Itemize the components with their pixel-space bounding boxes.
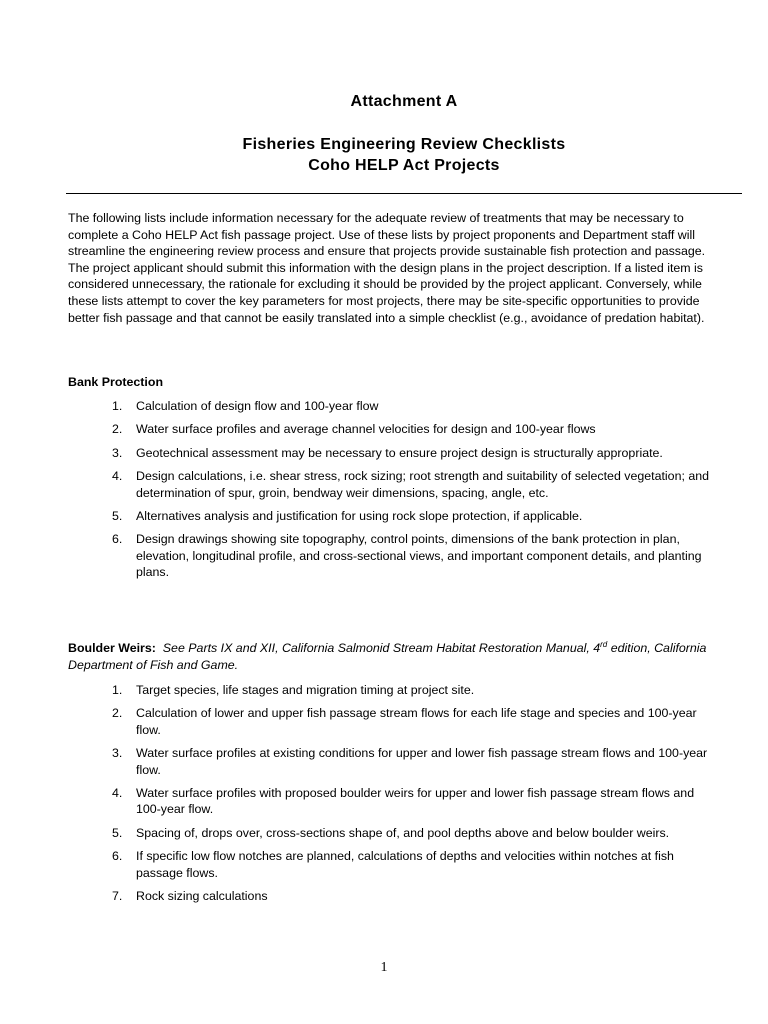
list-item <box>112 508 722 524</box>
document-title-line2: Coho HELP Act Projects <box>308 157 500 174</box>
list-item <box>112 848 722 881</box>
list-item <box>112 705 722 738</box>
list-item-text: Geotechnical assessment may be necessary to ensure project design is structurally appropriate. <box>136 445 663 460</box>
list-item-number: 6. <box>112 532 123 547</box>
list-item <box>112 745 722 778</box>
boulder-weirs-heading <box>68 640 728 673</box>
list-item-text: If specific low flow notches are planned, calculations of depths and velocities within notches at fish passage flows. <box>136 849 674 880</box>
horizontal-rule <box>66 193 742 194</box>
list-item-number: 2. <box>112 706 123 721</box>
boulder-weirs-reference-part2: edition, California Department of Fish and Game. <box>68 641 707 672</box>
list-item-text: Rock sizing calculations <box>136 889 268 904</box>
list-item-number: 3. <box>112 746 123 761</box>
list-item-text: Target species, life stages and migration timing at project site. <box>136 683 475 697</box>
list-item <box>112 468 722 501</box>
list-item-text: Water surface profiles with proposed boulder weirs for upper and lower fish passage stream flows and 100-year flow. <box>136 786 695 817</box>
list-item-text: Spacing of, drops over, cross-sections shape of, and pool depths above and below boulder weirs. <box>136 825 670 840</box>
page-number: 1 <box>380 960 388 975</box>
list-item-text: Water surface profiles and average channel velocities for design and 100-year flows <box>136 422 596 437</box>
list-item-number: 7. <box>112 889 123 904</box>
list-item-number: 1. <box>112 683 123 697</box>
list-item <box>112 785 722 818</box>
list-item <box>112 682 722 698</box>
list-item-number: 3. <box>112 445 123 460</box>
list-item <box>112 888 722 904</box>
list-item-text: Design drawings showing site topography, control points, dimensions of the bank protection in plan, elevation, longitudinal profile, and cross-sectional views, and important component details, and planting plans. <box>136 532 702 580</box>
list-item-text: Alternatives analysis and justification for using rock slope protection, if applicable. <box>136 509 583 524</box>
list-item <box>112 531 722 580</box>
boulder-weirs-reference-part1: See Parts IX and XII, California Salmonid Stream Habitat Restoration Manual, 4 <box>162 641 601 655</box>
boulder-weirs-heading-text: Boulder Weirs: <box>68 641 156 655</box>
list-item <box>112 445 722 461</box>
boulder-weirs-reference <box>68 641 706 672</box>
boulder-weirs-list <box>112 682 722 911</box>
list-item <box>112 825 722 841</box>
list-item-number: 1. <box>112 399 123 413</box>
list-item <box>112 421 722 437</box>
list-item-number: 5. <box>112 825 123 840</box>
list-item-text: Calculation of design flow and 100-year flow <box>136 399 379 413</box>
list-item-number: 6. <box>112 849 123 864</box>
list-item-text: Design calculations, i.e. shear stress, rock sizing; root strength and suitability of selected vegetation; and determination of spur, groin, bendway weir dimensions, spacing, angle, etc. <box>136 469 710 500</box>
bank-protection-heading <box>68 374 728 391</box>
list-item-text: Calculation of lower and upper fish passage stream flows for each life stage and species and 100-year flow. <box>136 706 697 737</box>
list-item-text: Water surface profiles at existing conditions for upper and lower fish passage stream flows and 100-year flow. <box>136 746 708 777</box>
bank-protection-list <box>112 398 722 588</box>
list-item-number: 5. <box>112 509 123 524</box>
list-item-number: 2. <box>112 422 123 437</box>
boulder-weirs-reference-superscript: rd <box>600 639 608 649</box>
list-item-number: 4. <box>112 469 123 484</box>
document-title-line1: Fisheries Engineering Review Checklists <box>242 136 566 153</box>
bank-protection-heading-text: Bank Protection <box>68 375 164 389</box>
list-item-number: 4. <box>112 786 123 801</box>
list-item <box>112 398 722 414</box>
attachment-title: Attachment A <box>350 93 458 110</box>
intro-paragraph: The following lists include information necessary for the adequate review of treatments that may be necessary to complete a Coho HELP Act fish passage project. Use of these lists by project proponents and Department staff will streamline the engineering review process and ensure that projects provide sustainable fish protection and passage. The project applicant should submit this information with the design plans in the project description. If a listed item is considered unnecessary, the rationale for excluding it should be provided by the project applicant. Conversely, while these lists attempt to cover the key parameters for most projects, there may be site-specific opportunities to provide better fish passage and that cannot be easily translated into a simple checklist (e.g., avoidance of predation habitat). <box>68 211 706 325</box>
